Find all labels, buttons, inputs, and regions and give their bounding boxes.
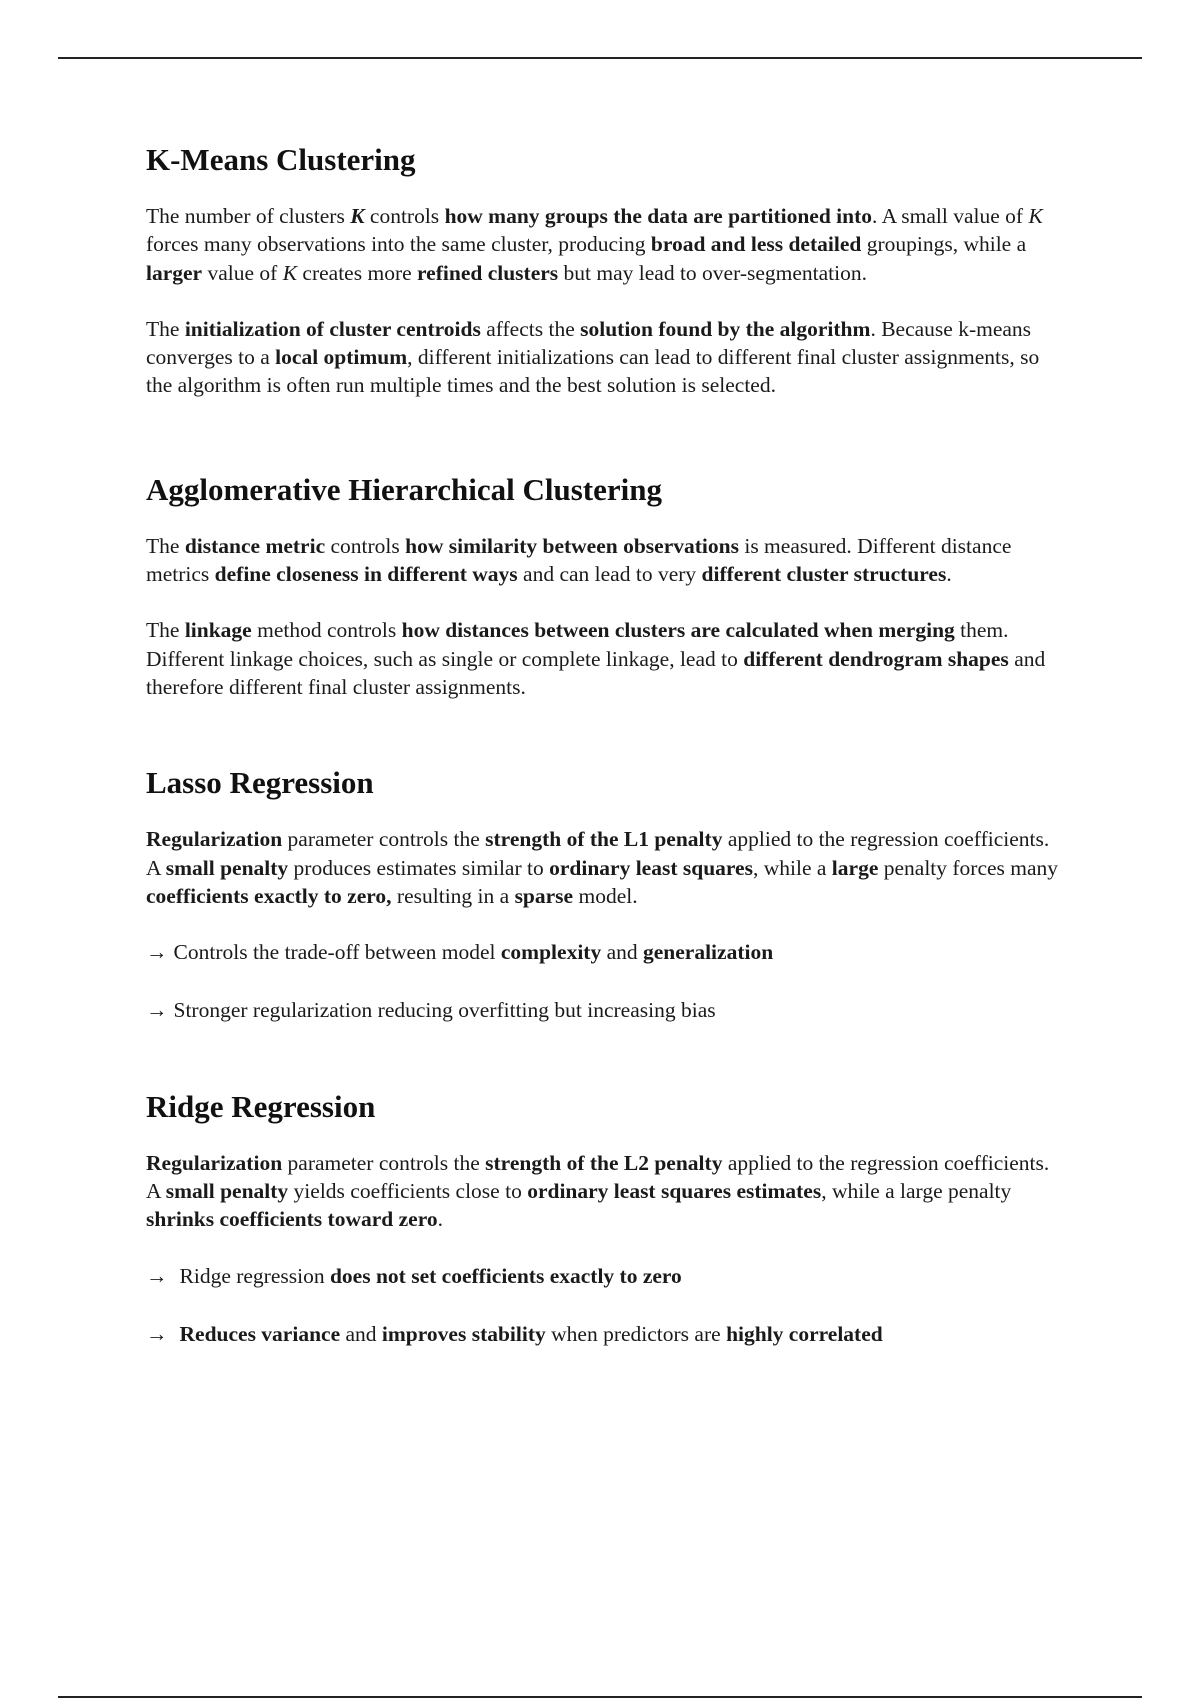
text-run: penalty forces many <box>878 855 1059 880</box>
bottom-rule <box>58 1696 1142 1698</box>
arrow-bullet <box>146 996 1066 1024</box>
emphasis-text: how many groups the data are partitioned into <box>444 204 873 228</box>
text-run: groupings, while a <box>861 232 1027 257</box>
paragraph <box>146 616 1066 701</box>
paragraph <box>146 202 1066 287</box>
top-rule <box>58 57 1142 59</box>
section-title: Lasso Regression <box>146 765 374 801</box>
document-body <box>146 140 1066 1410</box>
text-run: The <box>146 316 185 341</box>
emphasis-text: Regularization <box>146 827 283 852</box>
text-run: parameter controls the <box>282 1150 486 1175</box>
emphasis-text: different cluster structures <box>701 562 947 587</box>
arrow-right-icon: → <box>146 998 168 1023</box>
emphasis-text: how distances between clusters are calculated when merging <box>401 618 955 643</box>
emphasis-text: complexity <box>500 940 602 965</box>
section-k-means <box>146 140 1066 400</box>
text-run: The <box>146 618 185 643</box>
emphasis-text: distance metric <box>184 533 326 558</box>
text-run: . A small value of <box>872 204 1029 228</box>
text-run: Ridge regression <box>179 1263 330 1288</box>
emphasis-text: define closeness in different ways <box>214 562 518 587</box>
text-run: value of <box>202 260 283 285</box>
emphasis-text: ordinary least squares <box>549 855 753 880</box>
arrow-bullet <box>146 938 1066 966</box>
text-run: . <box>437 1207 443 1232</box>
italic-text: K <box>282 260 298 285</box>
section-title: Agglomerative Hierarchical Clustering <box>146 471 662 507</box>
text-run: The <box>146 533 185 558</box>
text-run: Controls the trade-off between model <box>173 940 501 965</box>
section-title: Ridge Regression <box>146 1088 376 1124</box>
text-run: produces estimates similar to <box>288 855 550 880</box>
emphasis-text: K <box>350 204 365 228</box>
section-ridge <box>146 1087 1066 1348</box>
arrow-bullet <box>146 1262 1066 1290</box>
emphasis-text: how similarity between observations <box>405 533 739 558</box>
emphasis-text: highly correlated <box>726 1321 883 1346</box>
emphasis-text: solution found by the algorithm <box>580 316 871 341</box>
text-run: and therefore different final cluster assignments. <box>146 646 1046 699</box>
text-run: , different initializations can lead to different final cluster assignments, so the algorithm is often run multiple times and the best solution is selected. <box>146 345 1040 398</box>
arrow-right-icon: → <box>146 1263 168 1288</box>
emphasis-text: larger <box>146 260 203 285</box>
text-run: resulting in a <box>391 883 515 908</box>
text-run: and <box>601 940 643 965</box>
emphasis-text: initialization of cluster centroids <box>184 316 481 341</box>
emphasis-text: strength of the L1 penalty <box>485 827 723 852</box>
paragraph <box>146 532 1066 589</box>
emphasis-text: improves stability <box>381 1321 546 1346</box>
text-run: yields coefficients close to <box>288 1179 528 1204</box>
text-run: Stronger regularization reducing overfitting but increasing bias <box>173 998 716 1023</box>
text-run: applied to the regression coefficients. A <box>146 1150 1050 1204</box>
emphasis-text: does not set coefficients exactly to zero <box>329 1263 682 1288</box>
text-run: . <box>946 562 952 587</box>
emphasis-text: coefficients exactly to zero, <box>146 883 392 908</box>
text-run: but may lead to over-segmentation. <box>558 260 867 285</box>
text-run: parameter controls the <box>282 827 486 852</box>
emphasis-text: Reduces variance <box>179 1321 341 1346</box>
text-run: . Because k-means converges to a <box>146 316 1032 370</box>
emphasis-text: generalization <box>643 940 774 965</box>
text-run: , while a large penalty <box>821 1179 1012 1204</box>
text-run: when predictors are <box>545 1321 727 1346</box>
text-run: controls <box>325 533 406 558</box>
text-run: creates more <box>297 260 418 285</box>
text-run: and <box>340 1321 382 1346</box>
text-run: affects the <box>480 316 581 341</box>
text-run: , while a <box>752 855 832 880</box>
emphasis-text: ordinary least squares estimates <box>527 1179 822 1204</box>
emphasis-text: local optimum <box>275 345 408 370</box>
section-agglomerative <box>146 470 1066 701</box>
arrow-right-icon: → <box>146 1321 168 1346</box>
emphasis-text: large <box>831 855 879 880</box>
text-run: The number of clusters <box>146 204 351 228</box>
section-title: K-Means Clustering <box>146 142 416 177</box>
text-run: method controls <box>251 618 402 643</box>
emphasis-text: strength of the L2 penalty <box>485 1150 723 1175</box>
section-lasso <box>146 763 1066 1024</box>
emphasis-text: refined clusters <box>417 260 559 285</box>
text-run: model. <box>573 883 638 908</box>
emphasis-text: sparse <box>514 883 574 908</box>
emphasis-text: small penalty <box>165 1179 289 1204</box>
emphasis-text: small penalty <box>165 855 289 880</box>
emphasis-text: linkage <box>184 618 252 643</box>
arrow-right-icon: → <box>146 940 168 965</box>
text-run: and can lead to very <box>517 562 702 587</box>
paragraph <box>146 315 1066 400</box>
emphasis-text: shrinks coefficients toward zero <box>146 1207 438 1232</box>
emphasis-text: Regularization <box>146 1150 283 1175</box>
emphasis-text: different dendrogram shapes <box>743 646 1009 671</box>
text-run: forces many observations into the same cluster, producing <box>146 232 651 257</box>
emphasis-text: broad and less detailed <box>650 232 862 257</box>
arrow-bullet <box>146 1320 1066 1348</box>
text-run: controls <box>364 204 445 228</box>
text-run: applied to the regression coefficients. A <box>146 827 1050 880</box>
italic-text: K <box>1028 204 1043 228</box>
text-run: them. Different linkage choices, such as single or complete linkage, lead to <box>146 618 1009 671</box>
text-run: is measured. Different distance metrics <box>146 533 1012 587</box>
paragraph <box>146 1149 1066 1234</box>
paragraph <box>146 825 1066 910</box>
